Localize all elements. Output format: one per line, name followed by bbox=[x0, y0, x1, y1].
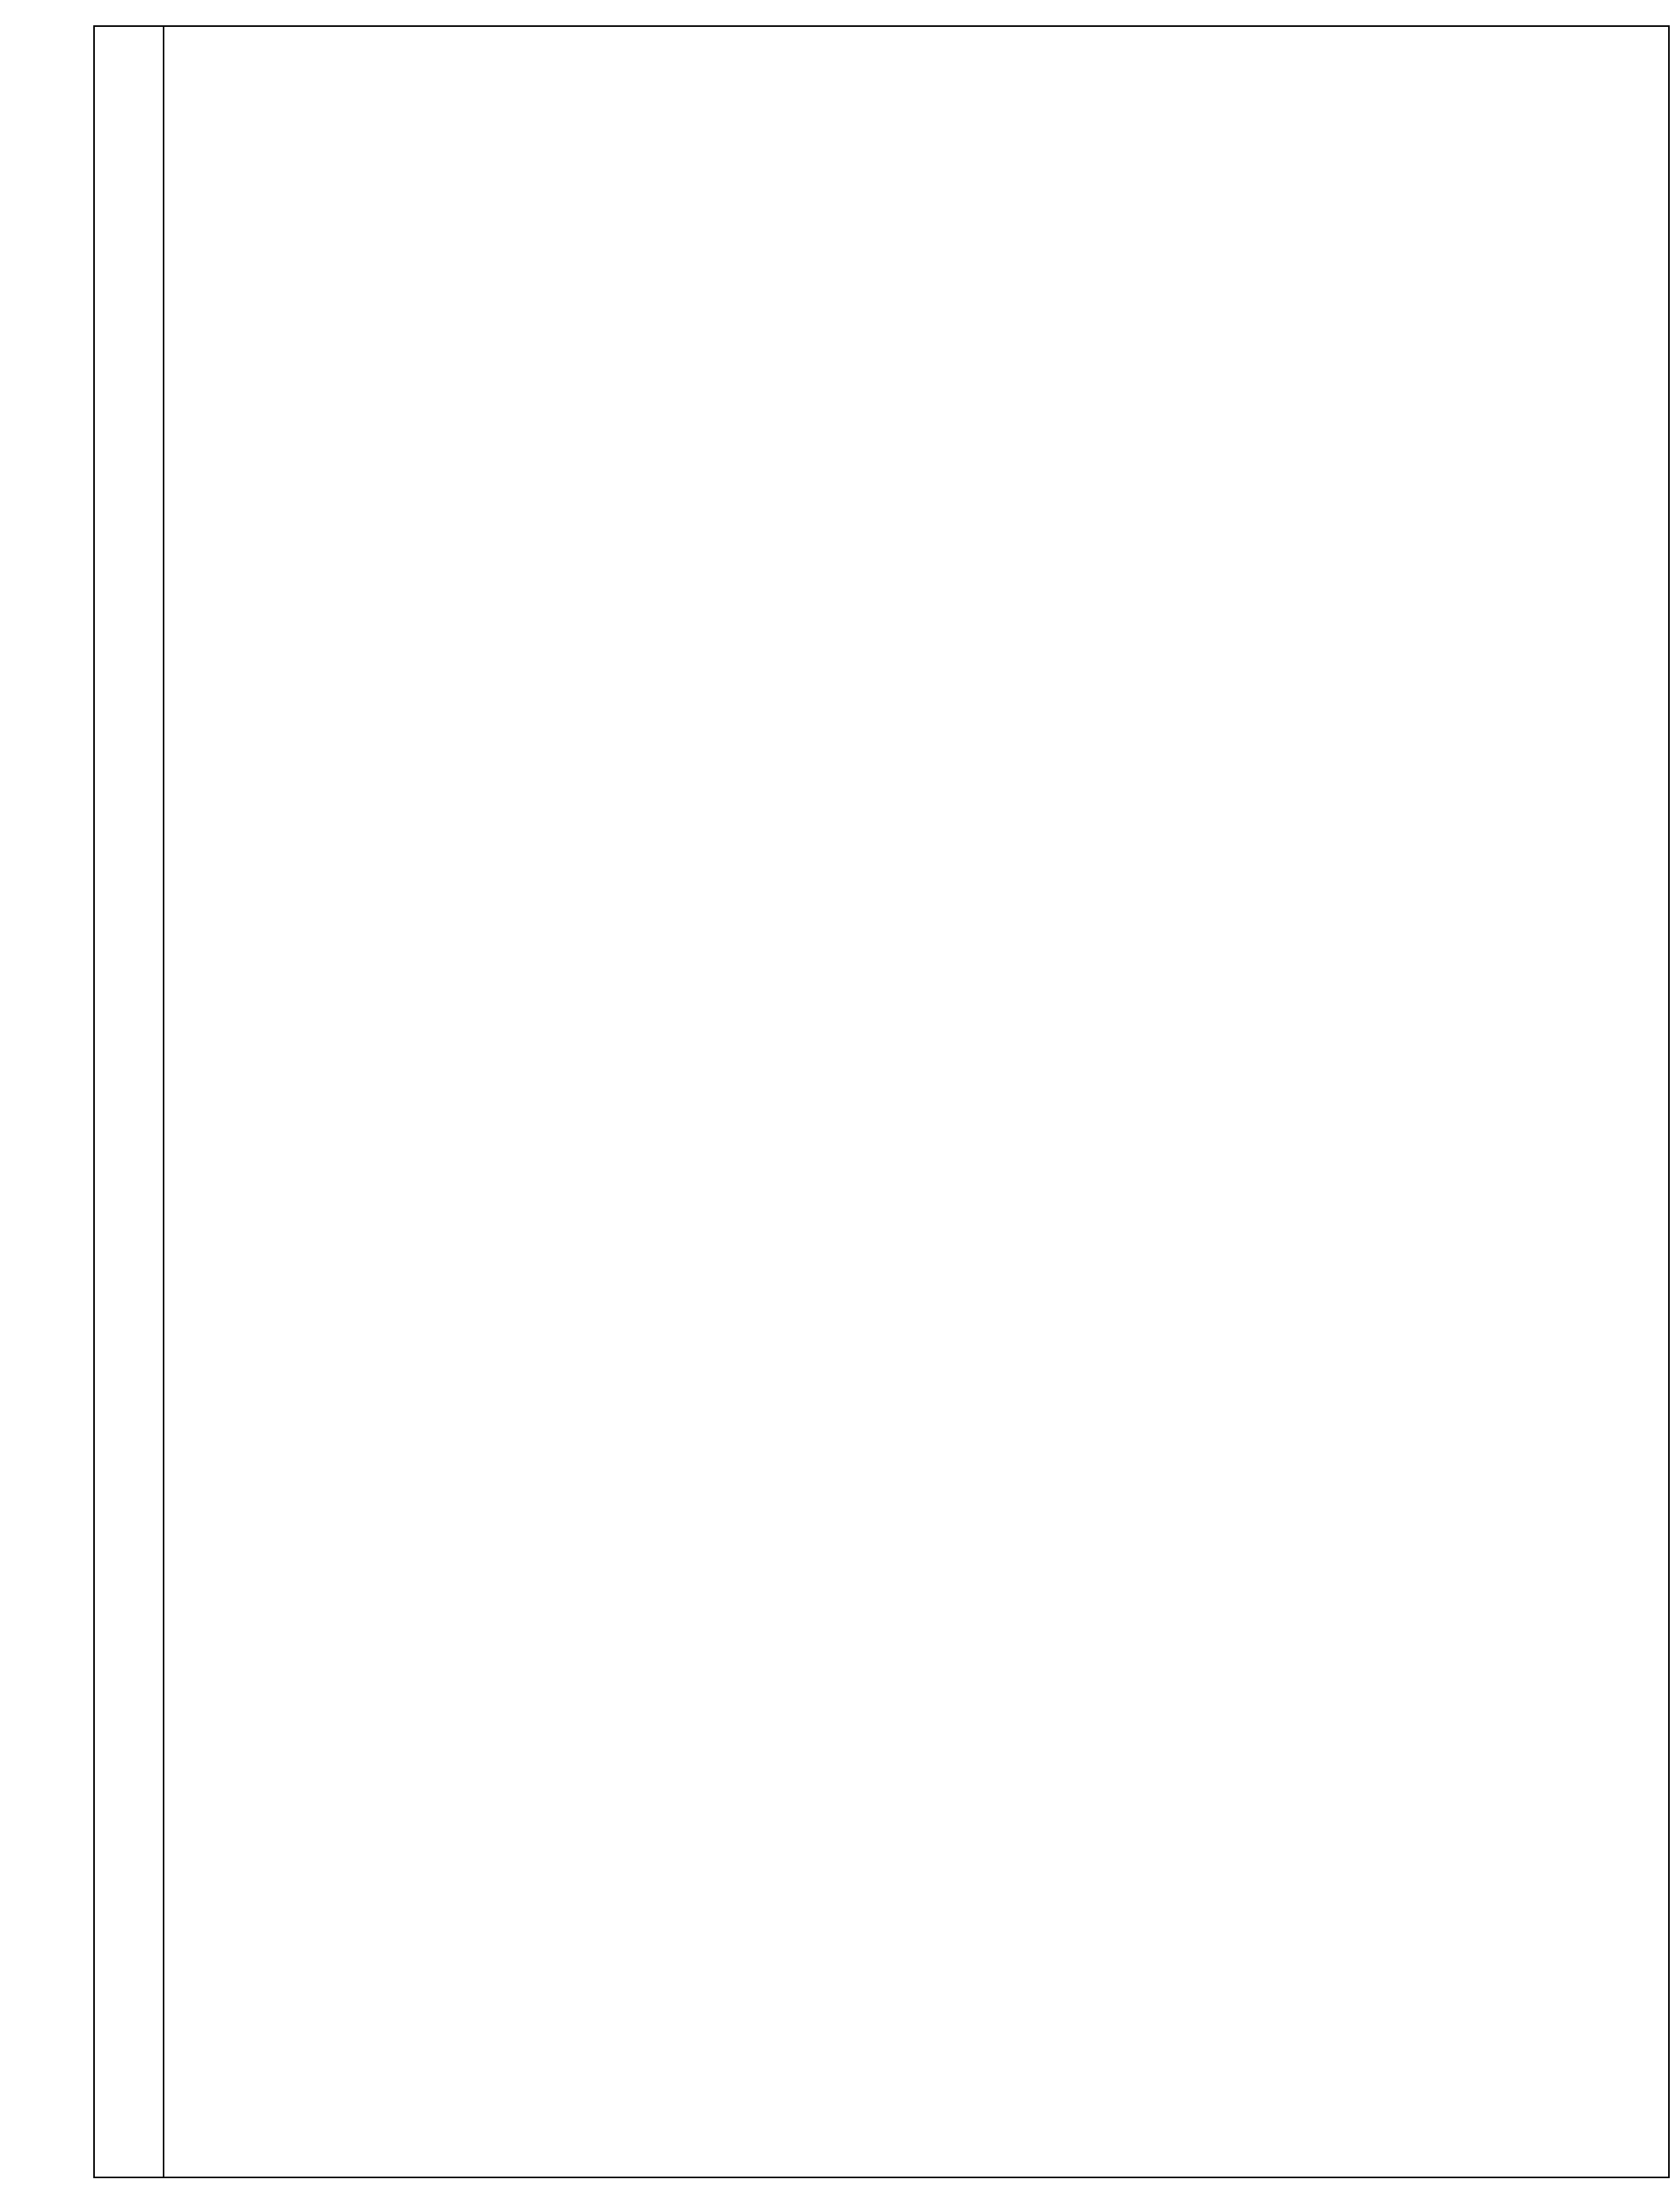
vacancy-table bbox=[93, 25, 1670, 2178]
table-header bbox=[95, 27, 164, 2177]
